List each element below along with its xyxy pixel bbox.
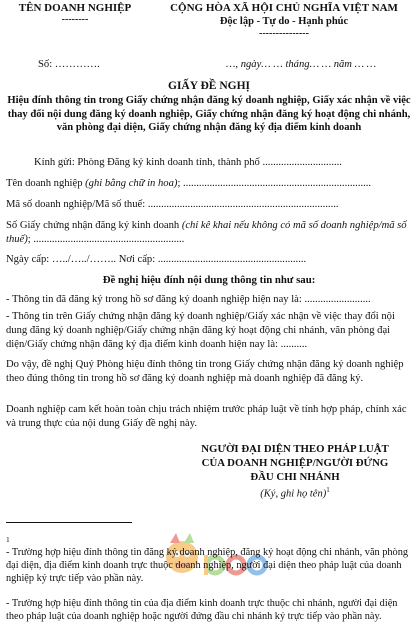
addressee-line: Kính gửi: Phòng Đăng ký kinh doanh tỉnh, thành phố .............................. [34,157,342,168]
cert-no-hint: (chỉ kê khai nếu không có mã số doanh nghiệp/mã số thuế) [6,220,407,245]
footnote-paragraph-1: - Trường hợp hiệu đính thông tin đăng ký doanh nghiệp, đăng ký hoạt động chi nhánh, văn phòng đại diện, địa điểm kinh doanh trực thuộc doanh nghiệp, người đại diện theo pháp luật của doanh nghiệp ký trực tiếp vào phần này. [6,547,408,584]
current-registered-info: - Thông tin đã đăng ký trong hồ sơ đăng ký doanh nghiệp hiện nay là: ......................... [6,294,371,305]
footnote-paragraph-2: - Trường hợp hiệu đính thông tin của địa điểm kinh doanh trực thuộc chi nhánh, người đại diện theo pháp luật của doanh nghiệp hoặc người đứng đầu chi nhánh ký trực tiếp vào phần này. [6,598,398,622]
cert-no-dots: ; ......................................................... [27,234,185,245]
company-name-dots: ; ....................................................................... [177,178,372,189]
signature-title-line1: NGƯỜI ĐẠI DIỆN THEO PHÁP LUẬT [201,443,389,455]
company-name-hint: (ghi bằng chữ in hoa) [85,178,178,189]
document-number-line: Số: …………. [38,59,100,70]
request-heading: Đề nghị hiệu đính nội dung thông tin như sau: [102,274,316,286]
document-date-line: …, ngày… … tháng… … năm … … [226,59,377,70]
company-header-separator: -------- [61,14,89,25]
company-name-header: TÊN DOANH NGHIỆP [18,2,132,14]
national-motto-separator: --------------- [259,28,309,39]
signature-hint [180,486,410,500]
footnote-reference: 1 [326,486,330,494]
footnote-separator [6,522,132,523]
issue-date-place-field: Ngày cấp: …../…../…….. Nơi cấp: ........................................................ [6,254,307,265]
signature-hint-text: (Ký, ghi họ tên) [260,488,327,500]
national-motto: Độc lập - Tự do - Hạnh phúc [219,16,349,27]
cert-no-label: Số Giấy chứng nhận đăng ký kinh doanh [6,220,182,231]
correction-request-paragraph: Do vậy, đề nghị Quý Phòng hiệu đính thông tin trong Giấy chứng nhận đăng ký doanh nghiệp theo đúng thông tin trong hồ sơ đăng ký doanh nghiệp mà doanh nghiệp đã đăng ký. [6,359,404,384]
national-title: CỘNG HÒA XÃ HỘI CHỦ NGHĨA VIỆT NAM [170,2,398,14]
signature-title-line2: CỦA DOANH NGHIỆP/NGƯỜI ĐỨNG [201,457,389,469]
tax-code-field: Mã số doanh nghiệp/Mã số thuế: ........................................................................ [6,199,339,210]
form-subtitle: Hiệu đính thông tin trong Giấy chứng nhận đăng ký doanh nghiệp, Giấy xác nhận về việc thay đổi nội dung đăng ký doanh nghiệp, Giấy chứng nhận đăng ký hoạt động chi nhánh, văn phòng đại diện, Giấy chứng nhận đăng ký địa điểm kinh doanh [7,95,411,133]
footnote-marker: 1 [6,535,10,544]
company-name-field [6,177,412,191]
form-title: GIẤY ĐỀ NGHỊ [168,80,250,92]
certificate-number-field [6,219,412,247]
current-certificate-info: - Thông tin trên Giấy chứng nhận đăng ký doanh nghiệp/Giấy xác nhận về việc thay đổi nội dung đăng ký doanh nghiệp/Giấy chứng nhận đăng ký hoạt động chi nhánh, văn phòng đại diện/Giấy chứng nhận đăng ký địa điểm kinh doanh hiện nay là: .......... [6,311,395,350]
signature-title-line3: ĐẦU CHI NHÁNH [250,471,340,483]
company-name-label: Tên doanh nghiệp [6,178,86,189]
commitment-paragraph: Doanh nghiệp cam kết hoàn toàn chịu trách nhiệm trước pháp luật về tính hợp pháp, chính xác và trung thực của nội dung Giấy đề nghị này. [6,404,407,429]
